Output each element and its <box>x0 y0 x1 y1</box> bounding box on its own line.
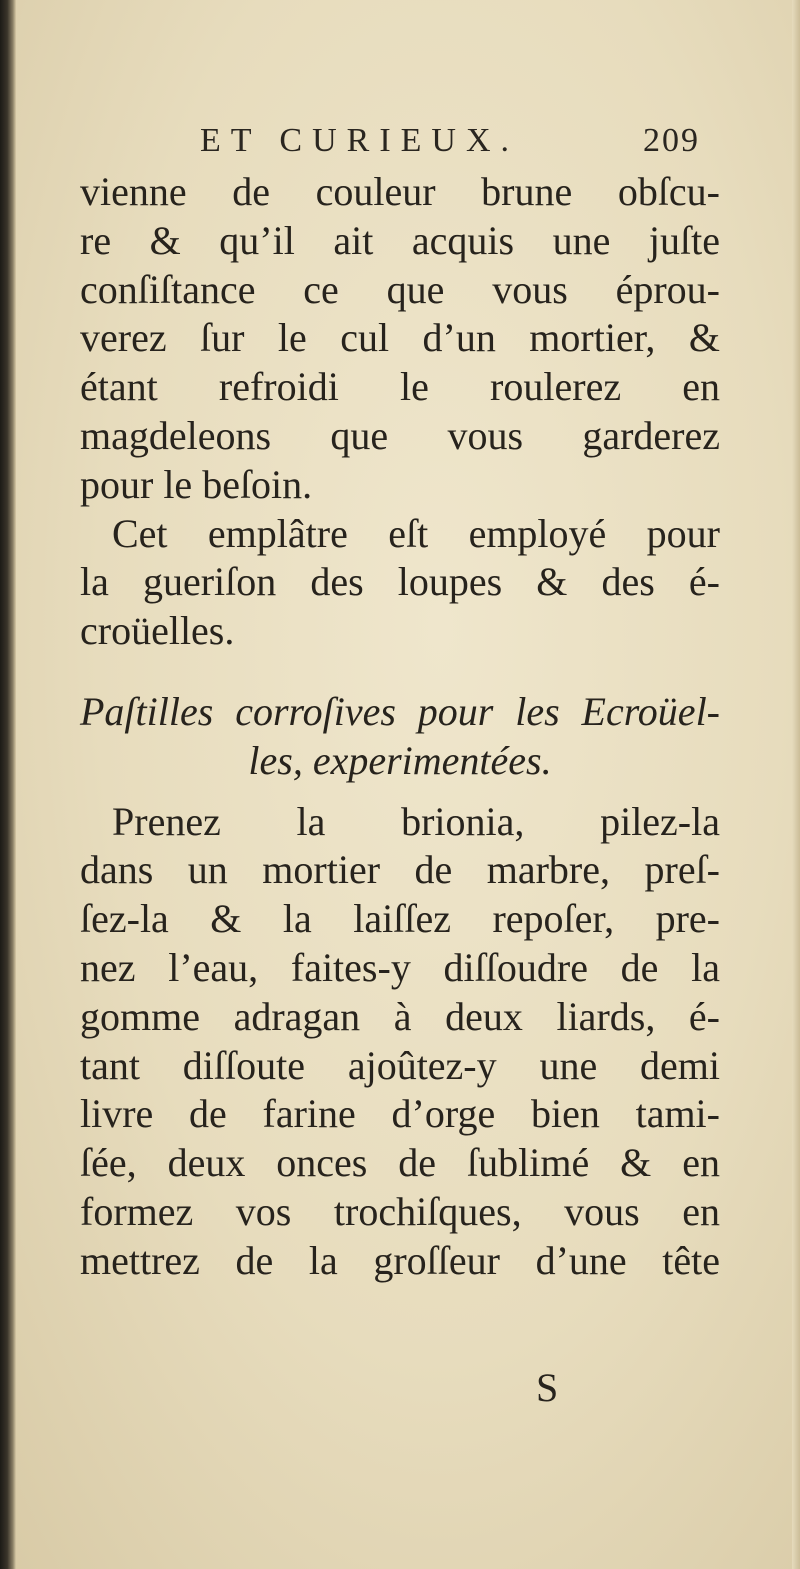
text-line: conſiſtance ce que vous éprou- <box>80 266 720 312</box>
text-line: tant diſſoute ajoûtez-y une demi <box>80 1042 720 1088</box>
text-line: dans un mortier de marbre, preſ- <box>80 847 720 893</box>
text-line: verez ſur le cul d’un mortier, & <box>80 315 720 361</box>
signature-mark: S <box>536 1365 559 1410</box>
text-line: ſez-la & la laiſſez repoſer, pre- <box>80 896 720 942</box>
text-line: étant refroidi le roulerez en <box>80 364 720 410</box>
page-number: 209 <box>643 122 700 159</box>
running-title: ET CURIEUX. <box>200 122 520 159</box>
text-line: Prenez la brionia, pilez-la <box>112 798 720 844</box>
text-line: livre de farine d’orge bien tami- <box>80 1091 720 1137</box>
text-line: Cet emplâtre eſt employé pour <box>112 510 720 556</box>
text-line: formez vos trochiſques, vous en <box>80 1188 720 1234</box>
text-line: vienne de couleur brune obſcu- <box>80 169 720 214</box>
section-gap <box>80 786 720 798</box>
binding-gutter <box>0 0 16 1569</box>
text-line: magdeleons que vous garderez <box>80 412 720 458</box>
recipe-heading: Paſtilles corroſives pour les Ecroüel- <box>80 688 720 734</box>
page-edge <box>792 0 800 1569</box>
text-line: la gueriſon des loupes & des é- <box>80 559 720 605</box>
running-head <box>200 122 700 172</box>
text-line: mettrez de la groſſeur d’une tête <box>80 1237 720 1283</box>
recipe-heading: les, experimentées. <box>248 737 552 783</box>
text-line: re & qu’il ait acquis une juſte <box>80 217 720 263</box>
text-line: pour le beſoin. <box>80 461 313 507</box>
body-text <box>80 168 720 1286</box>
text-line: gomme adragan à deux liards, é- <box>80 993 720 1039</box>
section-gap <box>80 656 720 688</box>
text-line: croüelles. <box>80 608 235 654</box>
text-line: nez l’eau, faites-y diſſoudre de la <box>80 944 720 990</box>
text-line: ſée, deux onces de ſublimé & en <box>80 1140 720 1186</box>
